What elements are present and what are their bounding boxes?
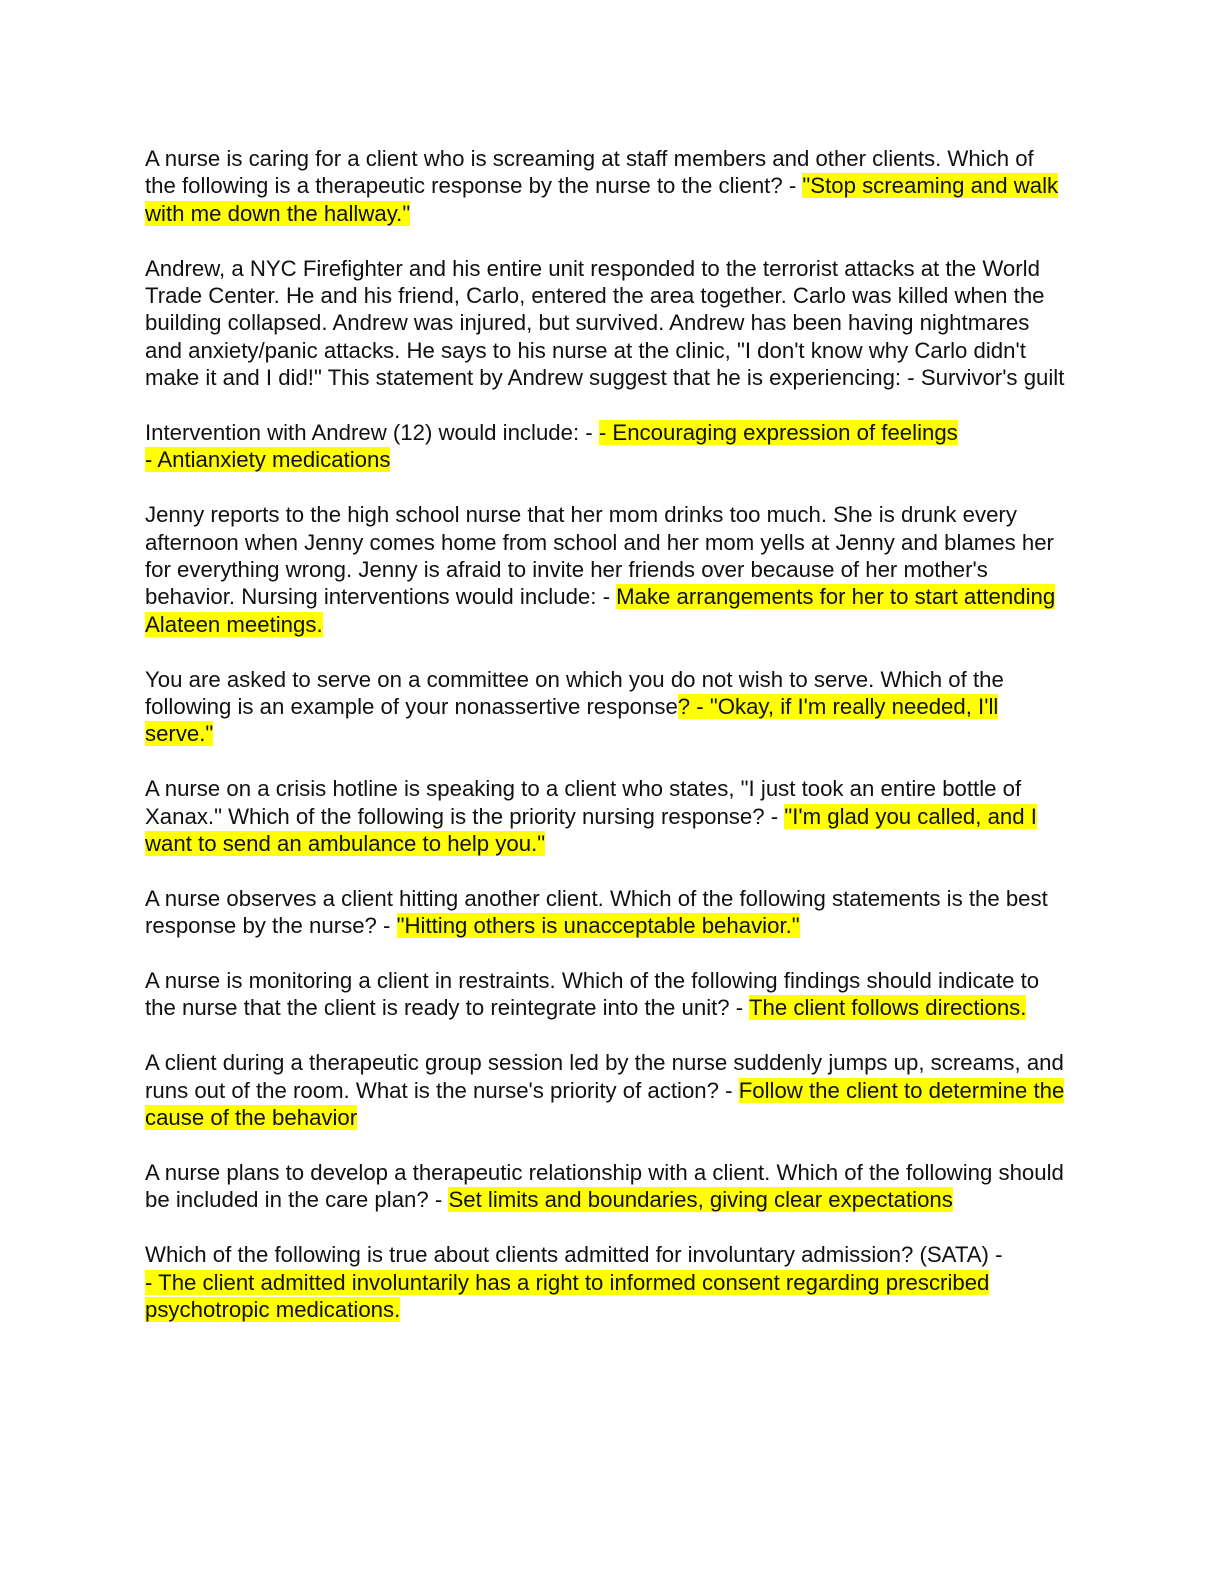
question-text: A nurse is caring for a client who is screaming at staff members and other clients. Which of the following is a therapeutic response by the nurse to the client? -: [145, 146, 1034, 199]
qa-item-4: [145, 501, 1070, 638]
question-text: A nurse plans to develop a therapeutic relationship with a client. Which of the following should be included in the care plan? -: [145, 1159, 1064, 1213]
highlighted-answer: "Stop screaming and walk with me down the hallway.": [145, 173, 1059, 226]
question-text: A nurse observes a client hitting another client. Which of the following statements is the best response by the nurse? -: [145, 885, 1048, 939]
qa-item-10: [145, 1159, 1070, 1214]
highlighted-answer: "I'm glad you called, and I want to send an ambulance to help you.": [145, 803, 1037, 857]
answer-text: Survivor's guilt: [920, 365, 1065, 391]
qa-item-7: [145, 885, 1070, 940]
highlighted-answer: Set limits and boundaries, giving clear expectations: [448, 1187, 953, 1213]
qa-item-2: [145, 255, 1070, 392]
question-text: Intervention with Andrew (12) would include: -: [145, 420, 599, 446]
question-text: You are asked to serve on a committee on which you do not wish to serve. Which of the following is an example of your nonassertive response: [145, 666, 1004, 720]
highlighted-answer: - Encouraging expression of feelings: [598, 420, 958, 446]
question-text: Jenny reports to the high school nurse that her mom drinks too much. She is drunk every afternoon when Jenny comes home from school and her mom yells at Jenny and blames her for everything wrong. Jenny is afraid to invite her friends over because of her mother's behavior. Nursing interventions would include: -: [145, 502, 1054, 610]
question-text: A nurse is monitoring a client in restraints. Which of the following findings should indicate to the nurse that the client is ready to reintegrate into the unit? -: [145, 968, 1040, 1021]
qa-item-11: [145, 1241, 1070, 1323]
document-body: [145, 145, 1070, 1351]
highlighted-answer: Make arrangements for her to start attending Alateen meetings.: [145, 584, 1056, 637]
qa-item-8: [145, 967, 1070, 1022]
qa-item-6: [145, 775, 1070, 857]
highlighted-answer: The client follows directions.: [748, 995, 1027, 1021]
highlighted-answer: ? - "Okay, if I'm really needed, I'll serve.": [145, 694, 999, 747]
qa-item-5: [145, 666, 1070, 748]
qa-item-9: [145, 1049, 1070, 1131]
highlighted-answer: - Antianxiety medications: [145, 447, 391, 473]
question-text: A nurse on a crisis hotline is speaking to a client who states, "I just took an entire bottle of Xanax." Which of the following is the priority nursing response? -: [145, 776, 1022, 829]
question-text: Which of the following is true about clients admitted for involuntary admission? (SATA) -: [145, 1242, 1003, 1268]
qa-item-1: [145, 145, 1070, 227]
highlighted-answer: - The client admitted involuntarily has a right to informed consent regarding prescribed psychotropic medications.: [145, 1269, 990, 1322]
qa-item-3: [145, 419, 1070, 474]
question-text: Andrew, a NYC Firefighter and his entire unit responded to the terrorist attacks at the World Trade Center. He and his friend, Carlo, entered the area together. Carlo was killed when the building collapsed. Andrew was injured, but survived. Andrew has been having nightmares and anxiety/panic attacks. He says to his nurse at the clinic, "I don't know why Carlo didn't make it and I did!" This statement by Andrew suggest that he is experiencing: -: [145, 255, 1045, 391]
highlighted-answer: Follow the client to determine the cause of the behavior: [145, 1077, 1065, 1131]
question-text: A client during a therapeutic group session led by the nurse suddenly jumps up, screams, and runs out of the room. What is the nurse's priority of action? -: [145, 1050, 1064, 1103]
highlighted-answer: "Hitting others is unacceptable behavior.": [396, 913, 800, 939]
